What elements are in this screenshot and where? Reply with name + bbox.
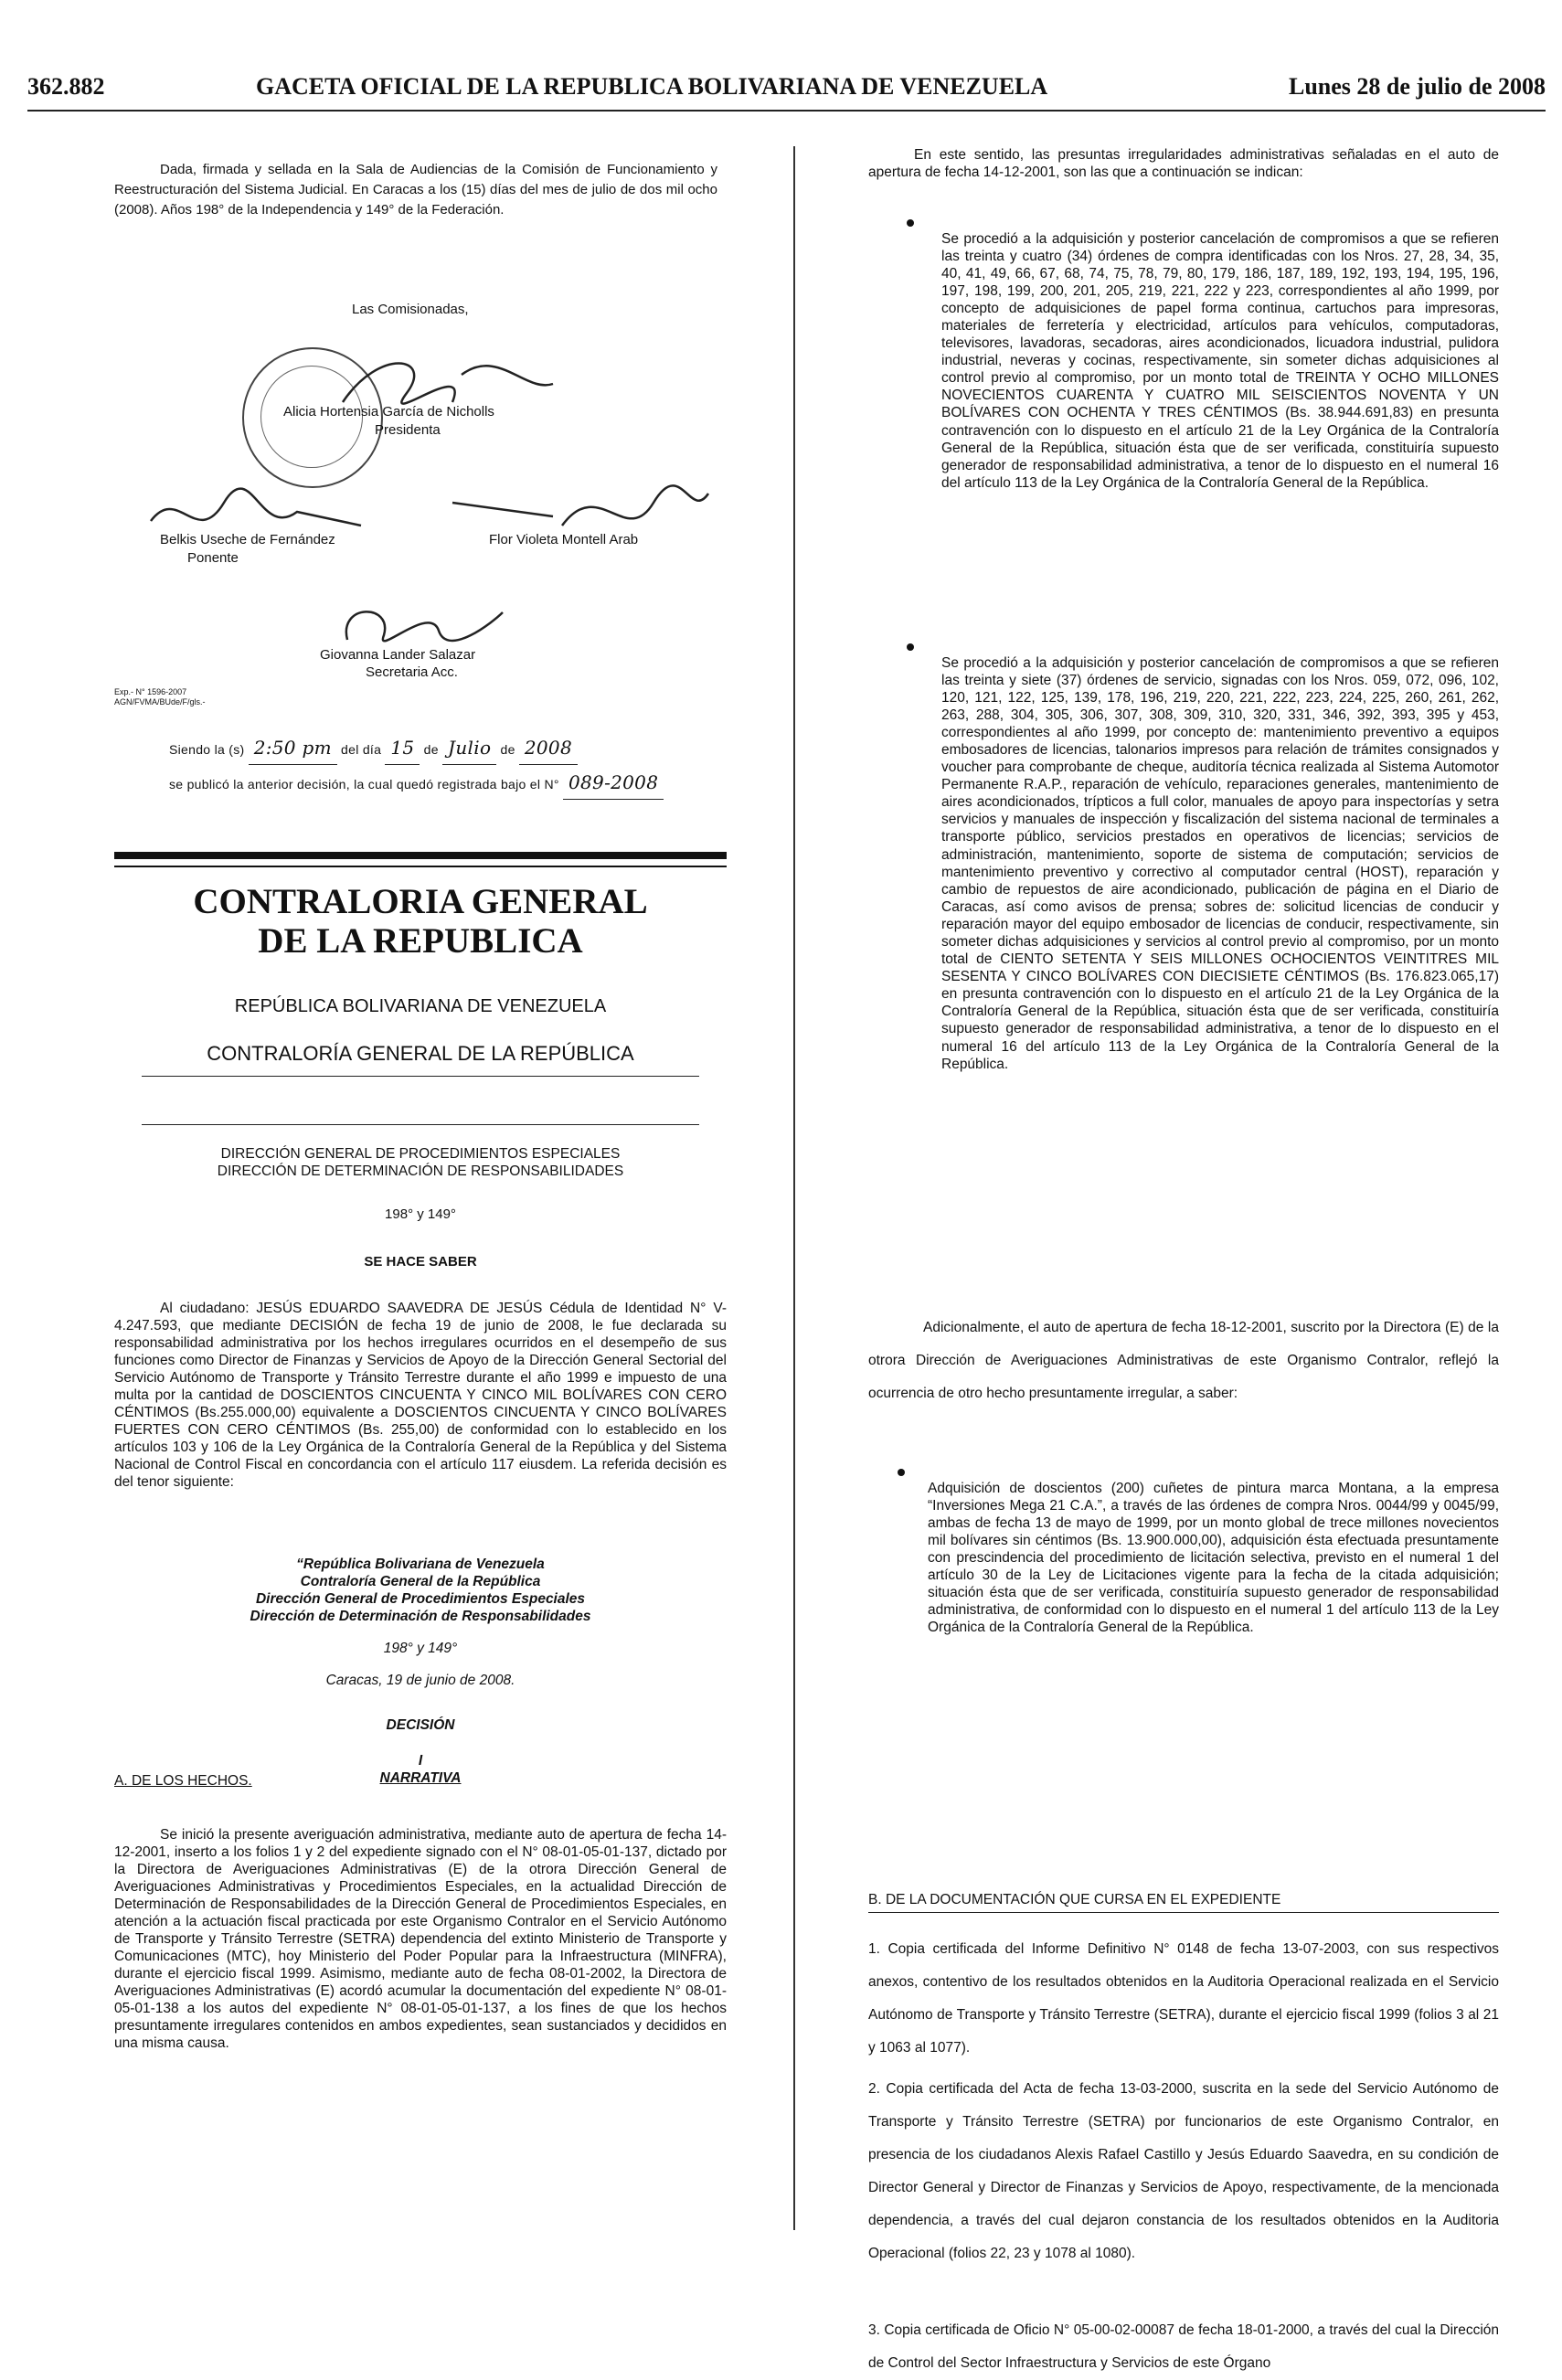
gazette-title: GACETA OFICIAL DE LA REPUBLICA BOLIVARIANA DE VENEZUELA [256,73,1048,100]
direction-line-1: DIRECCIÓN GENERAL DE PROCEDIMIENTOS ESPECIALES [220,1146,621,1162]
issue-date: Lunes 28 de julio de 2008 [1289,73,1546,100]
expedient-note [114,687,206,707]
quote-years: 198° y 149° [383,1641,458,1656]
signature-1-scrawl [324,338,562,439]
list-item [868,216,1499,505]
signatory-1-name: Alicia Hortensia García de Nicholls [283,404,494,420]
bullet-3-text: Adquisición de doscientos (200) cuñetes de pintura marca Montana, a la empresa “Inversiones Mega 21 C.A.”, a través de las órdenes de compra Nros. 0044/99 y 0045/99, ambas de fecha 13 de mayo de 1999, por un monto global de trece millones novecientos mil bolívares sin céntimos (Bs. 13.900.000,00), adquisición ésta efectuada presuntamente con prescindencia del procedimiento de licitación selectiva, previsto en el numeral 1 del artículo 30 de la Ley de Licitaciones vigente para la fecha de la citada adquisición; situación ésta que de ser verificada, constituiría supuesto generador de responsabilidad administrativa, de conformidad con lo dispuesto en el numeral 1 del artículo 113 de la Ley Orgánica de la Contraloría General de la República. [928,1480,1499,1636]
signatory-3-name: Flor Violeta Montell Arab [489,532,639,547]
siendo-de: de [423,742,439,757]
section-b-heading: B. DE LA DOCUMENTACIÓN QUE CURSA EN EL EXPEDIENTE [868,1892,1281,1907]
page-number: 362.882 [27,73,105,100]
hechos-paragraph: Se inició la presente averiguación administrativa, mediante auto de apertura de fecha 14-12-2001, inserto a los folios 1 y 2 del expediente signado con el N° 08-01-05-01-137, dictado por la Directora de Averiguaciones Administrativas (E) de la otrora Dirección General de Averiguaciones Administrativas y Procedimientos Especiales, en la actualidad Dirección de Determinación de Responsabilidades de la Dirección General de Procedimientos Especiales, en atención a la actuación fiscal practicada por este Organismo Contralor en el Servicio Autónomo de Transporte y Tránsito Terrestre (SETRA) dependencia del extinto Ministerio de Transporte y Comunicaciones (MTC), hoy Ministerio del Poder Popular para la Infraestructura (MINFRA), durante el ejercicio fiscal 1999. Asimismo, mediante auto de fecha 08-01-2002, la Directora de Averiguaciones Administrativas (E) acordó acumular la documentación del expediente N° 08-01-05-01-138 a los autos del expediente N° 08-01-05-01-137, a los fines de que los hechos presuntamente irregulares contenidos en ambos expedientes, sean sustanciados y decididos en una misma causa. [114,1827,727,2051]
quote-line-1: “República Bolivariana de Venezuela [296,1557,545,1572]
column-divider [793,146,795,2230]
siendo-de-2: de [500,742,515,757]
decision-title: DECISIÓN [386,1717,455,1733]
expedient-number: Exp.- N° 1596-2007 [114,687,187,696]
heading-underline [142,1076,699,1077]
bullet-2-text: Se procedió a la adquisición y posterior cancelación de compromisos a que se refieren las treinta y siete (37) órdenes de servicio, signadas con los Nros. 059, 072, 096, 102, 120, 121, 122, 125, 139, 178, 196, 219, 220, 221, 222, 223, 224, 225, 260, 261, 262, 263, 288, 304, 305, 306, 307, 308, 309, 310, 320, 331, 346, 392, 393, 395 y 453, correspondientes al año 1999, por concepto de: mantenimiento preventivo a equipos embosadores de licencias, talonarios impresos para relación de trámites consignados y voucher para comprobante de cheque, auditoría técnica realizada al Sistema Automotor Permanente R.A.P., reparación de vehículo, reparaciones generales, mantenimiento de aires acondicionados, trípticos a full color, manuales de apoyo para inspectorías y setra servicios y manuales de inspección y fiscalización del sistema nacional de terminales a transporte público, servicios prestados en operativos de licencias; servicios de administración, mantenimiento, soporte de sistema de computación; servicios de mantenimiento preventivo y correctivo al computador central (HOST), reparación y cambio de repuestos de aire acondicionado, publicación de página en el Diario de Caracas, así como avisos de prensa; sobres de: solicitud licencias de conducir y reparación mayor del equipo embosador de licencias de conducir, respectivamente, sin someter dichas adquisiciones y servicios al control previo al compromiso, por un monto total de CIENTO SETENTA Y SEIS MILLONES OCHOCIENTOS VEINTITRES MIL SESENTA Y CINCO BOLÍVARES CON DIECISIETE CÉNTIMOS (Bs. 176.823.065,17) en presunta contravención con lo dispuesto en el artículo 21 de la Ley Orgánica de la Contraloría General de la República, situación ésta que de ser verificada, constituiría supuesto generador de responsabilidad administrativa, a tenor de lo dispuesto en el numeral 16 del artículo 113 de la Ley Orgánica de la Contraloría General de la República. [941,654,1499,1072]
al-ciudadano-paragraph: Al ciudadano: JESÚS EDUARDO SAAVEDRA DE JESÚS Cédula de Identidad N° V- 4.247.593, que mediante DECISIÓN de fecha 19 de junio de 2008, le fue declarada su responsabilidad administrativa por los hechos irregulares ocurridos en el desempeño de sus funciones como Director de Finanzas y Servicios de Apoyo de la Dirección General Sectorial del Servicio Autónomo de Transporte y Tránsito Terrestre durante el año 1999 e impuesto de una multa por la cantidad de DOSCIENTOS CINCUENTA Y CINCO MIL BOLÍVARES CON CERO CÉNTIMOS (Bs.255.000,00) equivalente a DOSCIENTOS CINCUENTA Y CINCO BOLÍVARES FUERTES CON CERO CÉNTIMOS (Bs. 255,00) de conformidad con lo establecido en los artículos 103 y 106 de la Ley Orgánica de la Contraloría General de la República y del Sistema Nacional de Control Fiscal en concordancia con el artículo 117 eiusdem. La referida decisión es del tenor siguiente: [114,1301,727,1490]
document-item-1: 1. Copia certificada del Informe Definitivo N° 0148 de fecha 13-07-2003, con sus respectivos anexos, contentivo de los resultados obtenidos en la Auditoria Operacional realizada en el Servicio Autónomo de Transporte y Tránsito Terrestre (SETRA), durante el ejercicio fiscal 1999 (folios 3 al 21 y 1063 al 1077). [868,1941,1499,2056]
handwritten-hour: 2:50 pm [249,731,337,765]
las-comisionadas: Las Comisionadas, [352,302,469,317]
quote-line-3: Dirección General de Procedimientos Especiales [255,1591,586,1607]
irregularities-intro [868,146,1499,181]
document-item-2: 2. Copia certificada del Acta de fecha 13-03-2000, suscrita en la sede del Servicio Autónomo de Transporte y Tránsito Terrestre (SETRA) por funcionarios de este Organismo Contralor, en presencia de los ciudadanos Alexis Rafael Castillo y Jesús Eduardo Saavedra, en su condición de Director General y Director de Finanzas y Servicios de Apoyo, respectivamente, de la mencionada dependencia, a través del cual dejaron constancia de los resultados obtenidos en la Auditoria Operacional (folios 22, 23 y 1078 al 1080). [868,2081,1499,2261]
signatory-1-role: Presidenta [375,422,441,438]
years-line: 198° y 149° [385,1206,456,1222]
handwritten-day: 15 [385,731,420,765]
institution-title-line-1: CONTRALORIA GENERAL [193,882,648,921]
se-hace-saber: SE HACE SABER [364,1254,477,1270]
section-b-underline [868,1912,1499,1913]
section-numeral: I [418,1753,423,1769]
contraloria-heading: CONTRALORÍA GENERAL DE LA REPÚBLICA [207,1042,634,1065]
handwritten-year: 2008 [519,731,578,765]
bullet-icon [907,643,914,651]
expedient-initials: AGN/FVMA/BUde/F/gls.- [114,697,206,707]
publico-prefix: se publicó la anterior decisión, la cual quedó registrada bajo el N° [169,777,559,792]
bullet-icon [907,219,914,227]
list-item [868,640,1499,1087]
quote-date: Caracas, 19 de junio de 2008. [325,1673,515,1688]
handwritten-month: Julio [442,731,496,765]
adicionalmente-paragraph: Adicionalmente, el auto de apertura de fecha 18-12-2001, suscrito por la Directora (E) de la otrora Dirección de Averiguaciones Administrativas de este Organismo Contralor, reflejó la ocurrencia de otro hecho presuntamente irregular, a saber: [868,1320,1499,1401]
siendo-prefix: Siendo la (s) [169,742,245,757]
quote-line-2: Contraloría General de la República [300,1574,541,1589]
document-item-3: 3. Copia certificada de Oficio N° 05-00-02-00087 de fecha 18-01-2000, a través del cual la Dirección de Control del Sector Infraestructura y Servicios de este Órgano [868,2322,1499,2371]
bullet-icon [898,1469,905,1476]
publication-record [169,731,664,801]
hechos-body [114,1826,727,2052]
bullet-1-text: Se procedió a la adquisición y posterior cancelación de compromisos a que se refieren las treinta y cuatro (34) órdenes de compra identificadas con los Nros. 27, 28, 34, 35, 40, 41, 49, 66, 67, 68, 74, 75, 78, 79, 80, 179, 186, 187, 189, 192, 193, 194, 195, 196, 197, 198, 199, 200, 201, 205, 219, 221, 222 y 223, correspondientes al año 1999, por concepto de adquisiciones de papel forma continua, cartuchos para impresoras, materiales de ferretería y electricidad, artículos para vehículos, computadoras, televisores, lavadoras, secadoras, aires acondicionados, licuadora industrial, pulidora industrial, neveras y cocinas, respectivamente, sin someter dichas adquisiciones al control previo al compromiso, por un monto total de TREINTA Y OCHO MILLONES NOVECIENTOS CUARENTA Y CUATRO MIL SEISCIENTOS NOVENTA Y UN BOLÍVARES CON OCHENTA Y TRES CÉNTIMOS (Bs. 38.944.691,83) en presunta contravención con lo dispuesto en el artículo 21 de la Ley Orgánica de la Contraloría General de la República, situación ésta que de ser verificada, constituiría supuesto generador de responsabilidad administrativa, a tenor de lo dispuesto en el numeral 16 del artículo 113 de la Ley Orgánica de la Contraloría General de la República. [941,230,1499,491]
institution-title-line-2: DE LA REPUBLICA [258,921,583,961]
handwritten-register-number: 089-2008 [563,766,664,800]
signatory-4-role: Secretaria Acc. [366,664,458,680]
heading-separator [142,1124,699,1125]
direction-heading [114,1145,727,1180]
signatory-2-name: Belkis Useche de Fernández [160,532,335,547]
header-rule [27,110,1546,112]
signatory-4-name: Giovanna Lander Salazar [320,647,476,663]
siendo-del: del día [341,742,382,757]
section-a-heading: A. DE LOS HECHOS. [114,1773,252,1789]
direction-line-2: DIRECCIÓN DE DETERMINACIÓN DE RESPONSABILIDADES [217,1163,624,1179]
decision-heading [114,1556,727,1787]
notice-body [114,1300,727,1491]
section-thin-rule [114,866,727,867]
quote-line-4: Dirección de Determinación de Responsabilidades [250,1609,591,1624]
narrativa-title: NARRATIVA [379,1770,462,1786]
republic-heading: REPÚBLICA BOLIVARIANA DE VENEZUELA [234,996,607,1016]
signatory-2-role: Ponente [187,550,239,566]
dada-paragraph: Dada, firmada y sellada en la Sala de Audiencias de la Comisión de Funcionamiento y Reestructuración del Sistema Judicial. En Caracas a los (15) días del mes de julio de dos mil ocho (2008). Años 198° de la Independencia y 149° de la Federación. [114,162,717,218]
intro-paragraph: En este sentido, las presuntas irregularidades administrativas señaladas en el auto de apertura de fecha 14-12-2001, son las que a continuación se indican: [868,147,1499,180]
section-thick-rule [114,852,727,859]
list-item [868,1465,1499,1651]
institution-title [114,882,727,961]
